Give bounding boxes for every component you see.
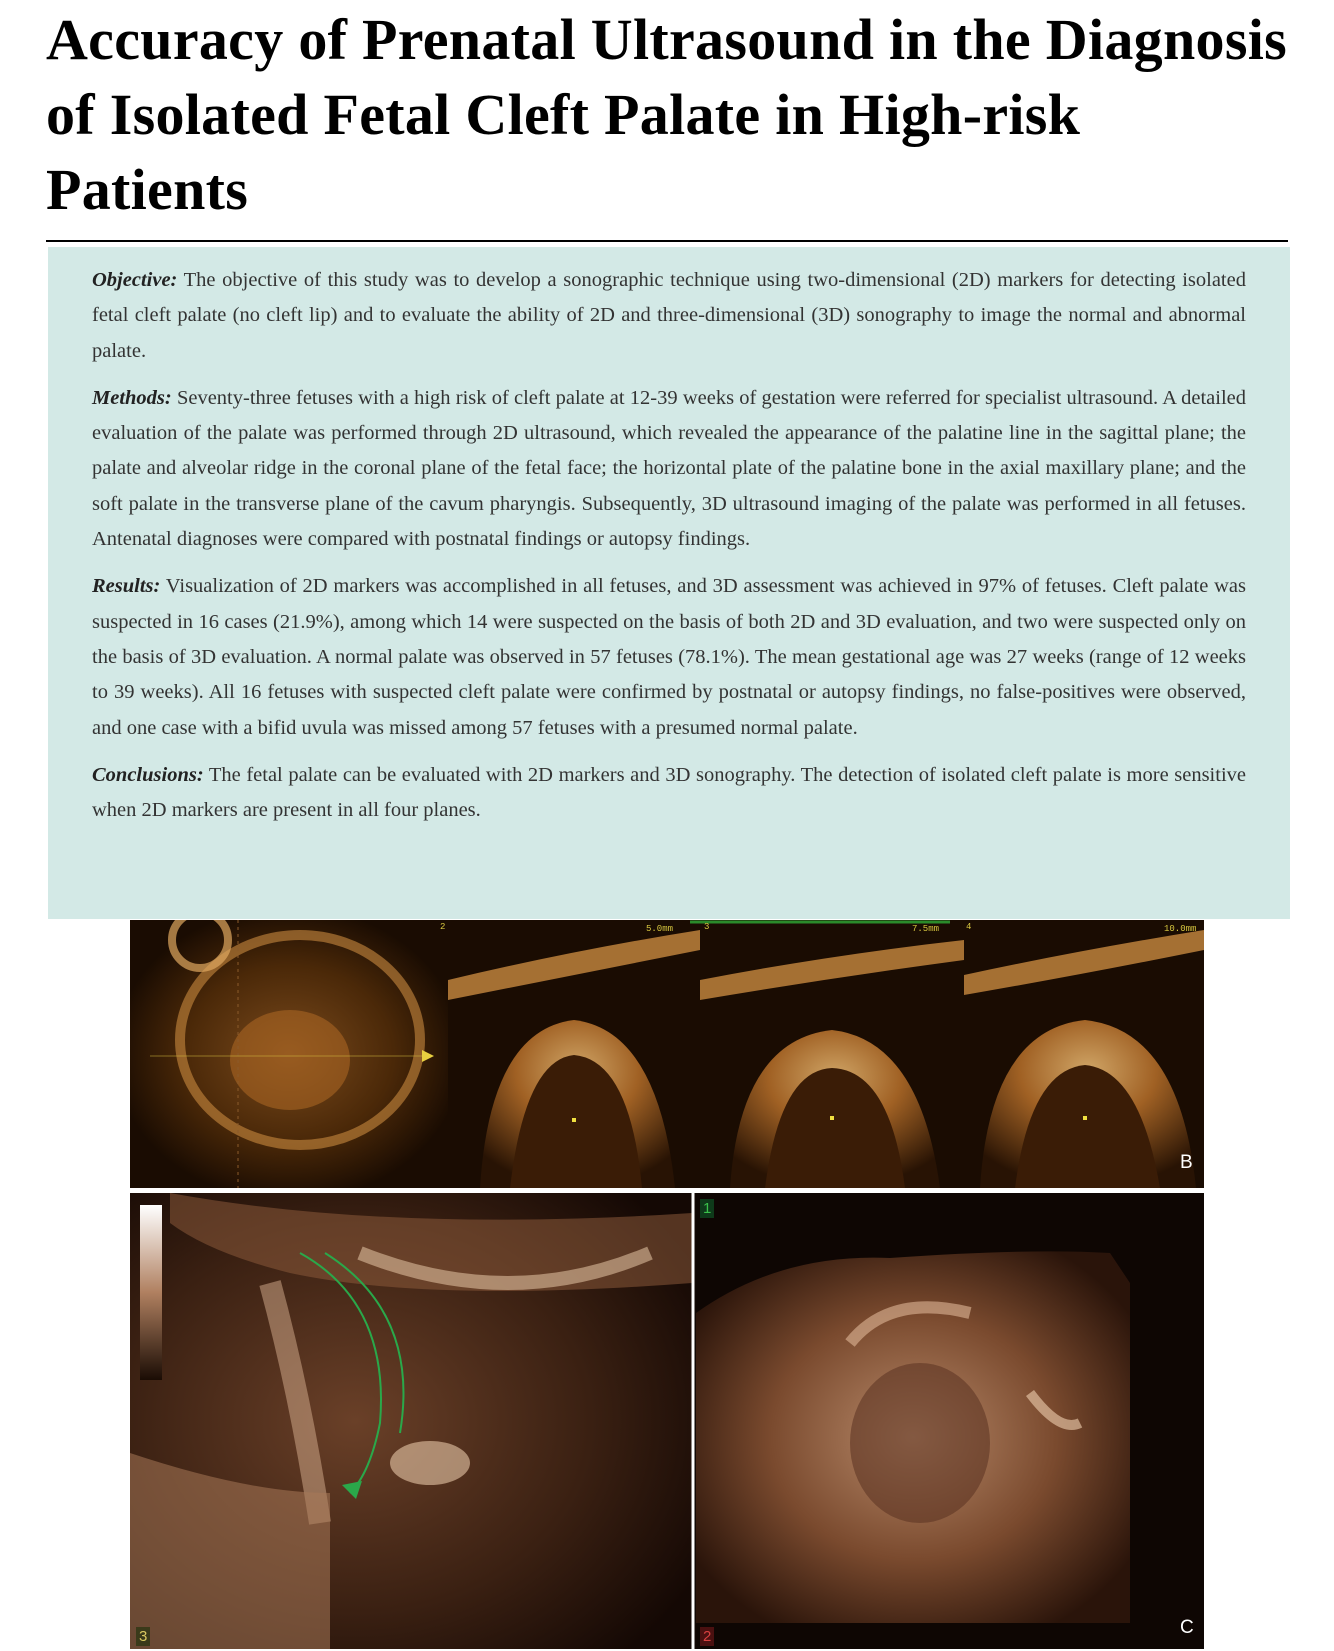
figure-b-label: B xyxy=(1180,1152,1193,1173)
fig-c-panel-number-3: 3 xyxy=(136,1627,150,1646)
conclusions-label: Conclusions: xyxy=(92,763,204,786)
objective-label: Objective: xyxy=(92,269,178,291)
abstract-methods xyxy=(92,381,1246,557)
abstract-objective xyxy=(92,263,1246,369)
fig-c-panel-number-1: 1 xyxy=(700,1199,714,1218)
abstract-box xyxy=(48,247,1290,919)
fig-b-scale-readout-2: 7.5mm xyxy=(912,924,940,934)
figure-c-ultrasound-pair xyxy=(130,1193,1204,1649)
figure-c-label: C xyxy=(1180,1617,1194,1638)
figure-c-image xyxy=(130,1193,1204,1649)
title-divider xyxy=(46,240,1288,242)
objective-text: The objective of this study was to develop a sonographic technique using two-dimensional (2D) markers for detecting isolated fetal cleft palate (no cleft lip) and to evaluate the ability of 2D and three-dimensional (3D) sonography to image the normal and abnormal palate. xyxy=(92,269,1246,362)
abstract-results xyxy=(92,569,1246,745)
fig-b-scale-readout-1: 5.0mm xyxy=(646,924,674,934)
fig-b-panel-number-3: 3 xyxy=(704,922,710,932)
methods-label: Methods: xyxy=(92,386,172,409)
results-label: Results: xyxy=(92,575,161,598)
figure-b-image xyxy=(130,920,1204,1188)
article-title: Accuracy of Prenatal Ultrasound in the Diagnosis of Isolated Fetal Cleft Palate in High-risk Patients xyxy=(46,7,1287,222)
abstract-conclusions xyxy=(92,758,1246,829)
fig-b-panel-number-4: 4 xyxy=(966,922,972,932)
fig-b-panel-number-2: 2 xyxy=(440,922,446,932)
methods-text: Seventy-three fetuses with a high risk of cleft palate at 12-39 weeks of gestation were referred for specialist ultrasound. A detailed evaluation of the palate was performed through 2D ultrasound, which revealed the appearance of the palatine line in the sagittal plane; the palate and alveolar ridge in the coronal plane of the fetal face; the horizontal plate of the palatine bone in the axial maxillary plane; and the soft palate in the transverse plane of the cavum pharyngis. Subsequently, 3D ultrasound imaging of the palate was performed in all fetuses. Antenatal diagnoses were compared with postnatal findings or autopsy findings. xyxy=(92,386,1247,551)
results-text: Visualization of 2D markers was accomplished in all fetuses, and 3D assessment was achieved in 97% of fetuses. Cleft palate was suspected in 16 cases (21.9%), among which 14 were suspected on the basis of both 2D and 3D evaluation, and two were suspected only on the basis of 3D evaluation. A normal palate was observed in 57 fetuses (78.1%). The mean gestational age was 27 weeks (range of 12 weeks to 39 weeks). All 16 fetuses with suspected cleft palate were confirmed by postnatal or autopsy findings, no false-positives were observed, and one case with a bifid uvula was missed among 57 fetuses with a presumed normal palate. xyxy=(92,575,1246,739)
conclusions-text: The fetal palate can be evaluated with 2D markers and 3D sonography. The detection of isolated cleft palate is more sensitive when 2D markers are present in all four planes. xyxy=(92,763,1246,822)
figure-b-ultrasound-strip xyxy=(130,920,1204,1188)
fig-c-panel-number-2: 2 xyxy=(700,1627,714,1646)
fig-b-scale-readout-3: 10.0mm xyxy=(1164,924,1197,934)
